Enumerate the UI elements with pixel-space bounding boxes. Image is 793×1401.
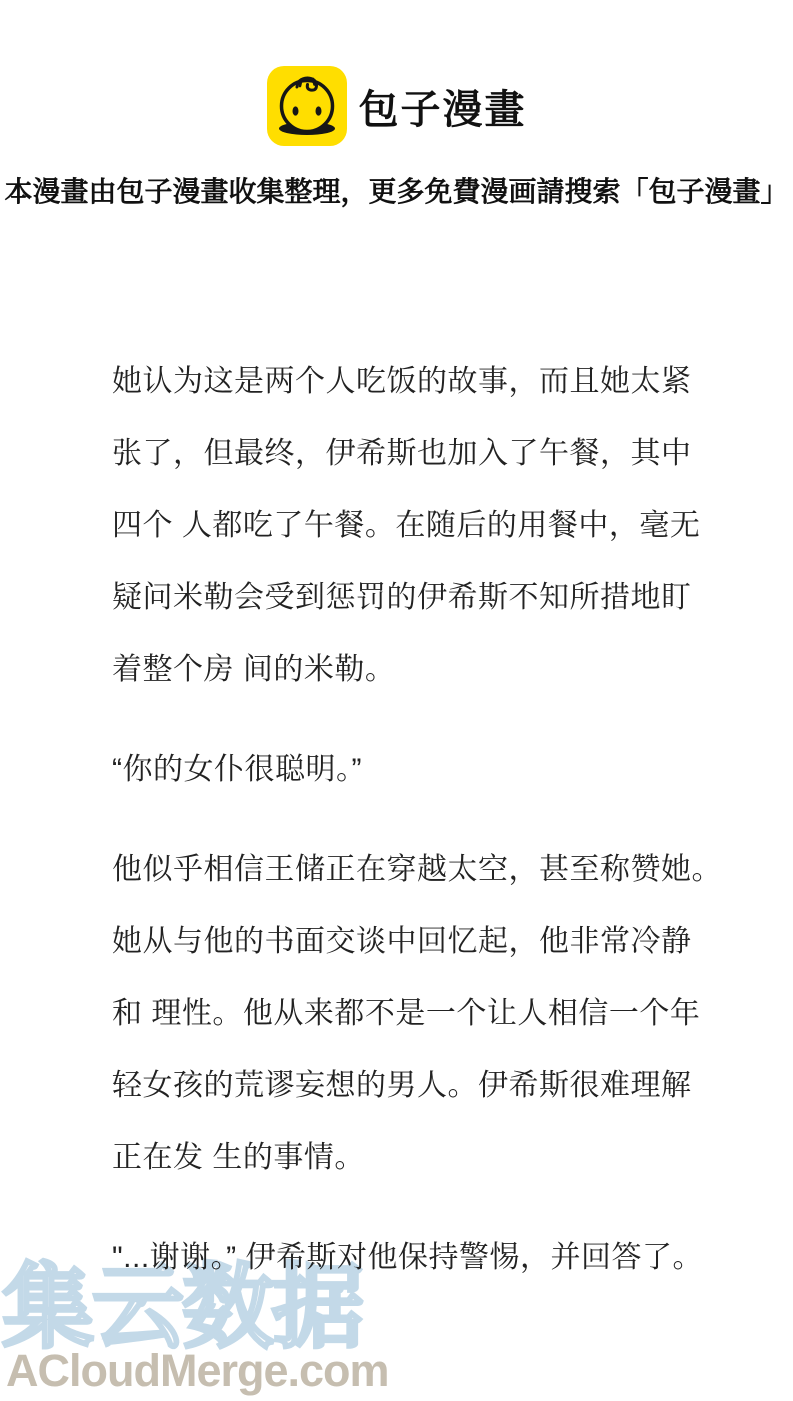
text-line: "...谢谢。” 伊希斯对他保持警惕，并回答了。 [112, 1241, 703, 1274]
text-line: 疑问米勒会受到惩罚的伊希斯不知所措地盯 [112, 581, 692, 614]
text-line: 轻女孩的荒谬妄想的男人。伊希斯很难理解 [112, 1069, 692, 1102]
story-text [0, 346, 793, 1294]
text-line: 她认为这是两个人吃饭的故事，而且她太紧 [112, 365, 692, 398]
text-line: 他似乎相信王储正在穿越太空，甚至称赞她。 [112, 853, 722, 886]
paragraph [112, 346, 753, 706]
watermark-site-text: ACloudMerge.com [6, 1345, 389, 1396]
text-line: 她从与他的书面交谈中回忆起，他非常冷静 [112, 925, 692, 958]
baozi-logo-icon [267, 66, 347, 146]
paragraph [112, 734, 753, 806]
collection-notice: 本漫畫由包子漫畫收集整理，更多免費漫画請搜索「包子漫畫」 [4, 176, 789, 207]
paragraph [112, 1222, 753, 1294]
brand-title: 包子漫畫 [358, 87, 527, 132]
text-line: 和 理性。他从来都不是一个让人相信一个年 [112, 997, 701, 1030]
brand-header [0, 0, 793, 146]
text-line: “你的女仆很聪明。” [112, 753, 362, 786]
text-line: 张了，但最终，伊希斯也加入了午餐，其中 [112, 437, 692, 470]
paragraph [112, 834, 753, 1194]
text-line: 正在发 生的事情。 [112, 1141, 365, 1174]
text-line: 四个 人都吃了午餐。在随后的用餐中，毫无 [112, 509, 701, 542]
text-line: 着整个房 间的米勒。 [112, 653, 396, 686]
watermark-cn-text: 集云数据 [2, 1257, 363, 1359]
